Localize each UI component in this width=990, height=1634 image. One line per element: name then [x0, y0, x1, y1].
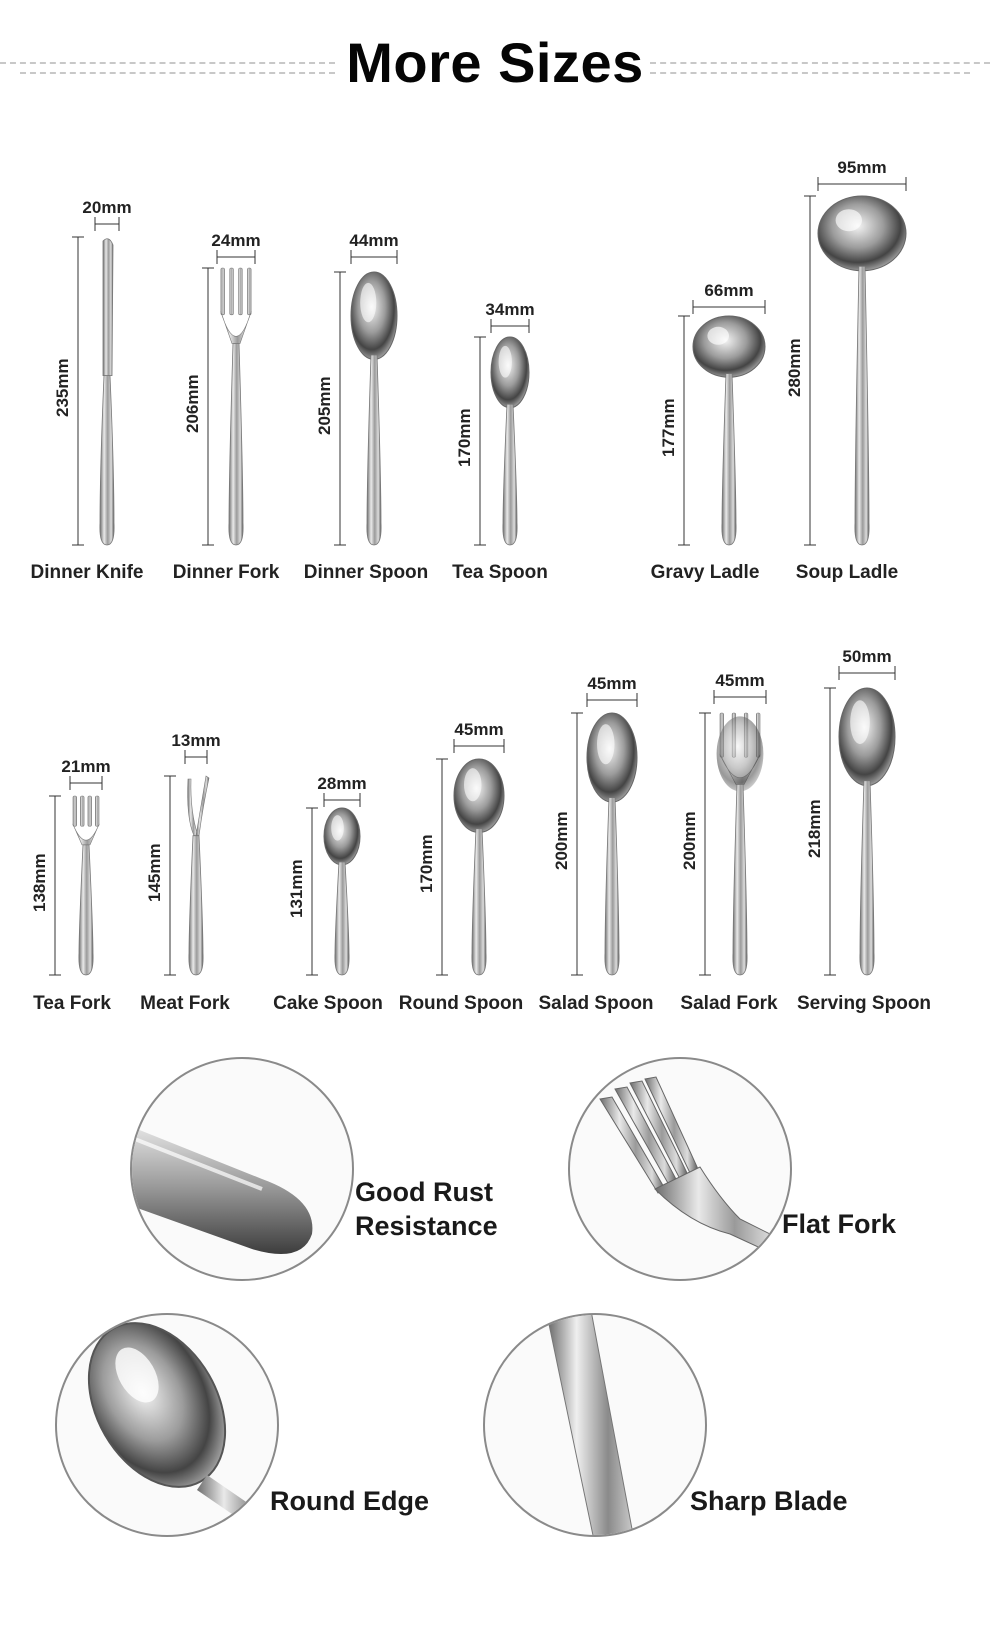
fork-closeup-icon: [568, 1057, 792, 1281]
feature-label-sharp-blade: Sharp Blade: [690, 1486, 848, 1516]
utensil-name: Serving Spoon: [796, 993, 932, 1014]
utensil-name: Tea Fork: [33, 993, 111, 1014]
utensil-name: Salad Spoon: [538, 993, 654, 1014]
height-label: 200mm: [680, 811, 699, 870]
height-label: 206mm: [183, 373, 202, 433]
width-label: 34mm: [485, 300, 535, 319]
width-label: 24mm: [211, 231, 261, 250]
height-label: 218mm: [805, 798, 824, 858]
width-label: 45mm: [715, 671, 765, 690]
handle-closeup-icon: [130, 1057, 354, 1281]
height-label: 170mm: [417, 834, 436, 893]
height-label: 235mm: [53, 358, 72, 417]
width-label: 95mm: [837, 158, 887, 177]
utensil-name: Meat Fork: [140, 993, 230, 1014]
height-label: 170mm: [455, 408, 474, 467]
utensil-name: Round Spoon: [398, 993, 524, 1014]
width-label: 44mm: [349, 231, 399, 250]
height-label: 138mm: [30, 852, 49, 912]
utensil-name: Salad Fork: [680, 993, 778, 1014]
height-label: 145mm: [145, 842, 164, 902]
height-label: 177mm: [659, 397, 678, 457]
height-label: 200mm: [552, 811, 571, 870]
width-label: 13mm: [171, 731, 221, 750]
spoon-icon: [839, 688, 895, 975]
width-label: 21mm: [61, 757, 111, 776]
height-label: 131mm: [287, 858, 306, 918]
width-label: 45mm: [587, 674, 637, 693]
utensil-name: Soup Ladle: [795, 562, 899, 583]
width-label: 20mm: [82, 198, 132, 217]
height-label: 280mm: [785, 337, 804, 397]
feature-label-round-edge: Round Edge: [270, 1486, 429, 1516]
width-label: 28mm: [317, 774, 367, 793]
spoon-closeup-icon: [55, 1313, 279, 1537]
height-label: 205mm: [315, 375, 334, 435]
feature-label-flat-fork: Flat Fork: [782, 1209, 897, 1239]
utensil-name: Tea Spoon: [452, 562, 548, 583]
utensil-name: Dinner Knife: [30, 562, 144, 583]
blade-closeup-icon: [483, 1313, 707, 1537]
width-label: 45mm: [454, 720, 504, 739]
utensil-name: Cake Spoon: [273, 993, 383, 1014]
width-label: 50mm: [842, 647, 892, 666]
feature-label-rust: Good Rust Resistance: [355, 1177, 498, 1241]
utensil-name: Gravy Ladle: [650, 562, 760, 583]
width-label: 66mm: [704, 281, 754, 300]
utensil-name: Dinner Spoon: [303, 562, 429, 583]
utensil-name: Dinner Fork: [172, 562, 280, 583]
page-title: More Sizes: [346, 31, 644, 94]
